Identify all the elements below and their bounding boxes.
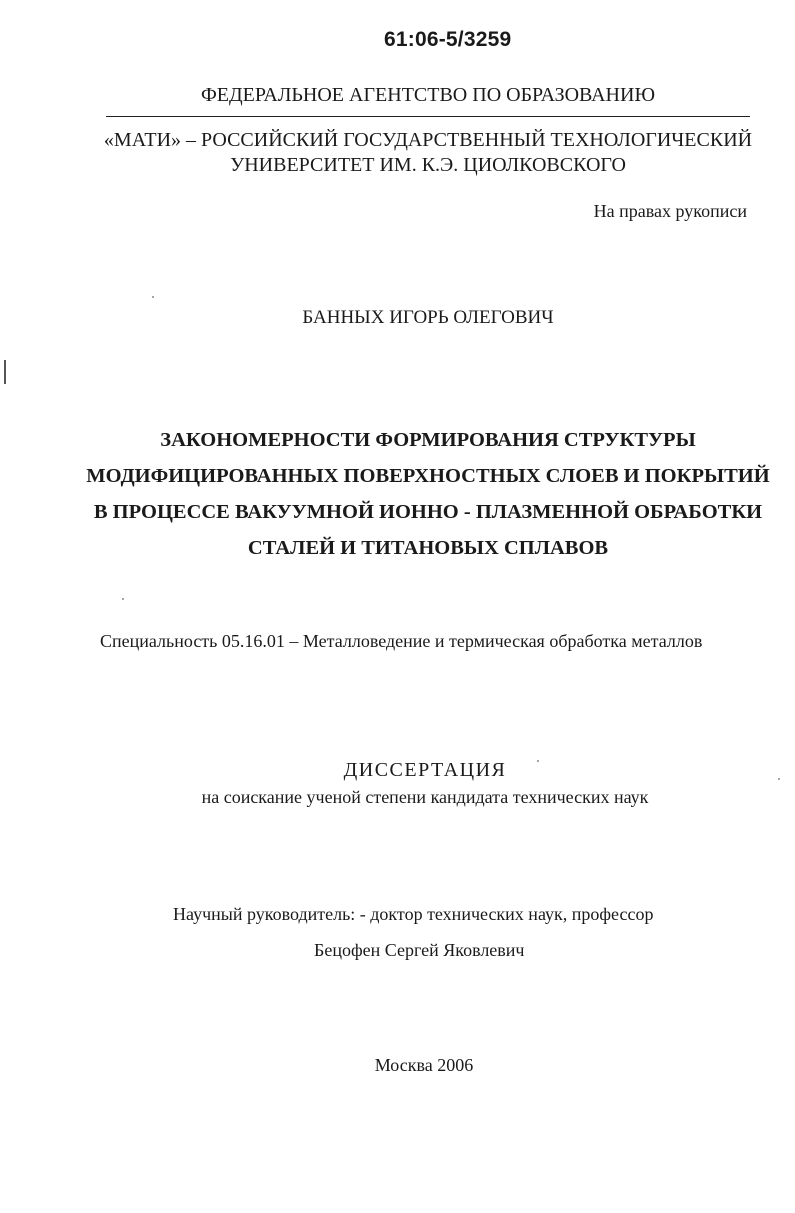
scan-speck	[152, 296, 154, 298]
manuscript-rights-note: На правах рукописи	[593, 201, 747, 221]
scan-speck	[778, 778, 780, 780]
scan-speck	[537, 760, 539, 762]
supervisor-name: Бецофен Сергей Яковлевич	[314, 940, 525, 960]
scan-artifact	[4, 360, 6, 384]
scan-speck	[122, 598, 124, 600]
thesis-title-line: СТАЛЕЙ И ТИТАНОВЫХ СПЛАВОВ	[247, 537, 609, 559]
university-name-line-2: УНИВЕРСИТЕТ ИМ. К.Э. ЦИОЛКОВСКОГО	[230, 154, 626, 176]
supervisor-title: Научный руководитель: - доктор технических наук, профессор	[173, 904, 654, 924]
specialty-line: Специальность 05.16.01 – Металловедение и термическая обработка металлов	[100, 631, 703, 651]
thesis-title-line: В ПРОЦЕССЕ ВАКУУМНОЙ ИОННО - ПЛАЗМЕННОЙ ОБРАБОТКИ	[93, 501, 763, 523]
city-and-year: Москва 2006	[374, 1055, 474, 1075]
dissertation-subtitle: на соискание ученой степени кандидата технических наук	[201, 787, 649, 807]
author-name: БАННЫХ ИГОРЬ ОЛЕГОВИЧ	[302, 307, 554, 328]
thesis-title-line: МОДИФИЦИРОВАННЫХ ПОВЕРХНОСТНЫХ СЛОЕВ И ПОКРЫТИЙ	[86, 465, 770, 487]
thesis-title-line: ЗАКОНОМЕРНОСТИ ФОРМИРОВАНИЯ СТРУКТУРЫ	[160, 429, 696, 451]
university-name-line-1: «МАТИ» – РОССИЙСКИЙ ГОСУДАРСТВЕННЫЙ ТЕХНОЛОГИЧЕСКИЙ	[103, 129, 753, 151]
agency-name: ФЕДЕРАЛЬНОЕ АГЕНТСТВО ПО ОБРАЗОВАНИЮ	[200, 84, 655, 106]
document-code: 61:06-5/3259	[384, 28, 512, 51]
header-divider	[106, 116, 750, 117]
dissertation-heading: ДИССЕРТАЦИЯ	[343, 759, 507, 781]
